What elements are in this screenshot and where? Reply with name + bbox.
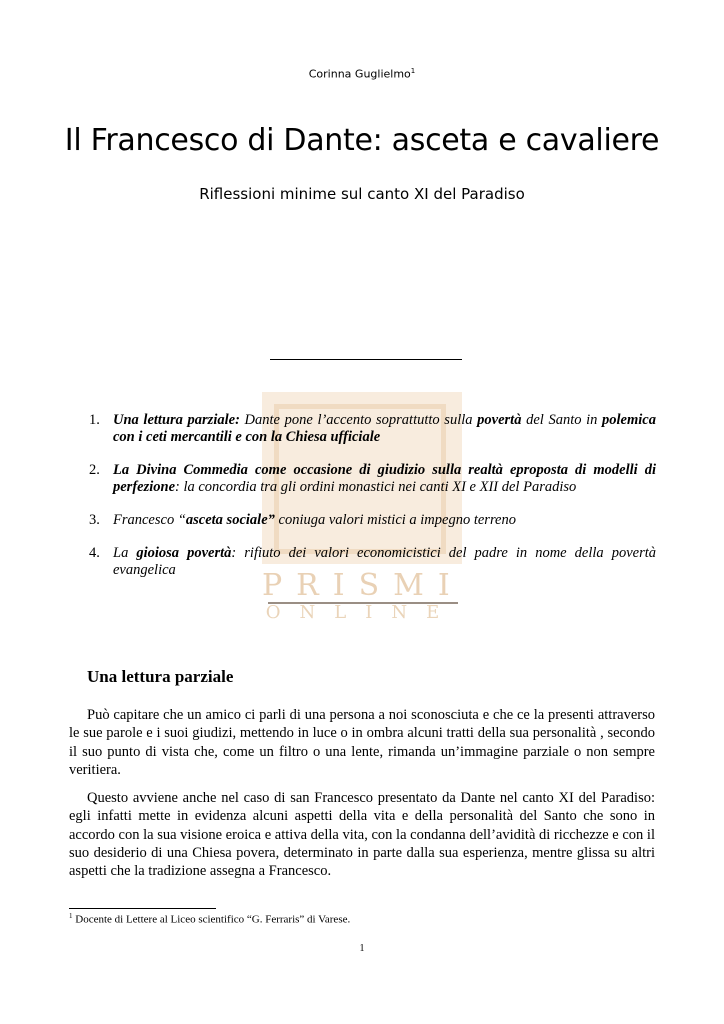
summary-item-number: 2. (89, 462, 100, 478)
summary-text-bold: La Divina Commedia come occasione di giudizio sulla realtà eproposta di modelli di perfezione (113, 462, 656, 495)
summary-text: : la concordia tra gli ordini monastici nei canti XI e XII del Paradiso (175, 479, 577, 495)
body-paragraph: Questo avviene anche nel caso di san Francesco presentato da Dante nel canto XI del Paradiso: egli infatti mette in evidenza alcuni aspetti della vita e della personalità del Santo che sono in accordo con la sua visione eroica e attiva della vita, con la condanna dell’avidità di ricchezze e con il suo desiderio di una Chiesa povera, determinato in parte dalla sua esperienza, mentre glissa su altri aspetti che la tradizione assegna a Francesco. (69, 790, 655, 880)
summary-item (86, 462, 656, 496)
title-separator (270, 359, 462, 360)
body-paragraph: Può capitare che un amico ci parli di una persona a noi sconosciuta e che ce la presenti attraverso le sue parole e i suoi giudizi, mettendo in luce o in ombra alcuni tratti della sua personalità , secondo il suo punto di vista che, come un filtro o una lente, rimanda un’immagine parziale o non sempre veritiera. (69, 707, 655, 778)
summary-text: del Santo in (521, 412, 603, 428)
summary-item-number: 3. (89, 512, 100, 528)
summary-item-number: 1. (89, 412, 100, 428)
footnote-separator (69, 908, 216, 909)
summary-text-bold: polemica con i ceti mercantili e con la Chiesa ufficiale (113, 412, 656, 445)
page-number: 1 (359, 943, 365, 954)
summary-text-bold: asceta sociale” (185, 512, 275, 528)
document-subtitle: Riflessioni minime sul canto XI del Paradiso (199, 185, 525, 203)
footnote (69, 912, 350, 926)
summary-text: Dante pone l’accento soprattutto sulla (239, 412, 478, 428)
summary-text: : rifiuto dei valori economicistici del padre in nome della povertà evangelica (113, 545, 656, 578)
summary-item-number: 4. (89, 545, 100, 561)
footnote-text: Docente di Lettere al Liceo scientifico “G. Ferraris” di Varese. (72, 913, 351, 926)
author-line (0, 67, 724, 81)
summary-text-bold: gioiosa povertà (136, 545, 232, 561)
watermark-online-text: ONLINE (265, 602, 459, 623)
summary-text: coniuga valori mistici a impegno terreno (274, 512, 516, 528)
section-heading: Una lettura parziale (87, 667, 234, 686)
summary-text-bold: povertà (477, 412, 522, 428)
summary-list (86, 412, 656, 595)
document-title: Il Francesco di Dante: asceta e cavaliere (64, 123, 660, 158)
summary-text: Francesco “ (113, 512, 186, 528)
summary-item (86, 412, 656, 446)
footnote-mark: 1 (69, 912, 73, 920)
author-footnote-mark: 1 (410, 67, 416, 75)
summary-text-bold: Una lettura parziale: (113, 412, 240, 428)
watermark-prismi-text: PRISMI (262, 568, 464, 603)
summary-text: La (113, 545, 137, 561)
summary-item (86, 545, 656, 579)
author-name: Corinna Guglielmo (308, 67, 411, 81)
summary-item (86, 512, 656, 529)
